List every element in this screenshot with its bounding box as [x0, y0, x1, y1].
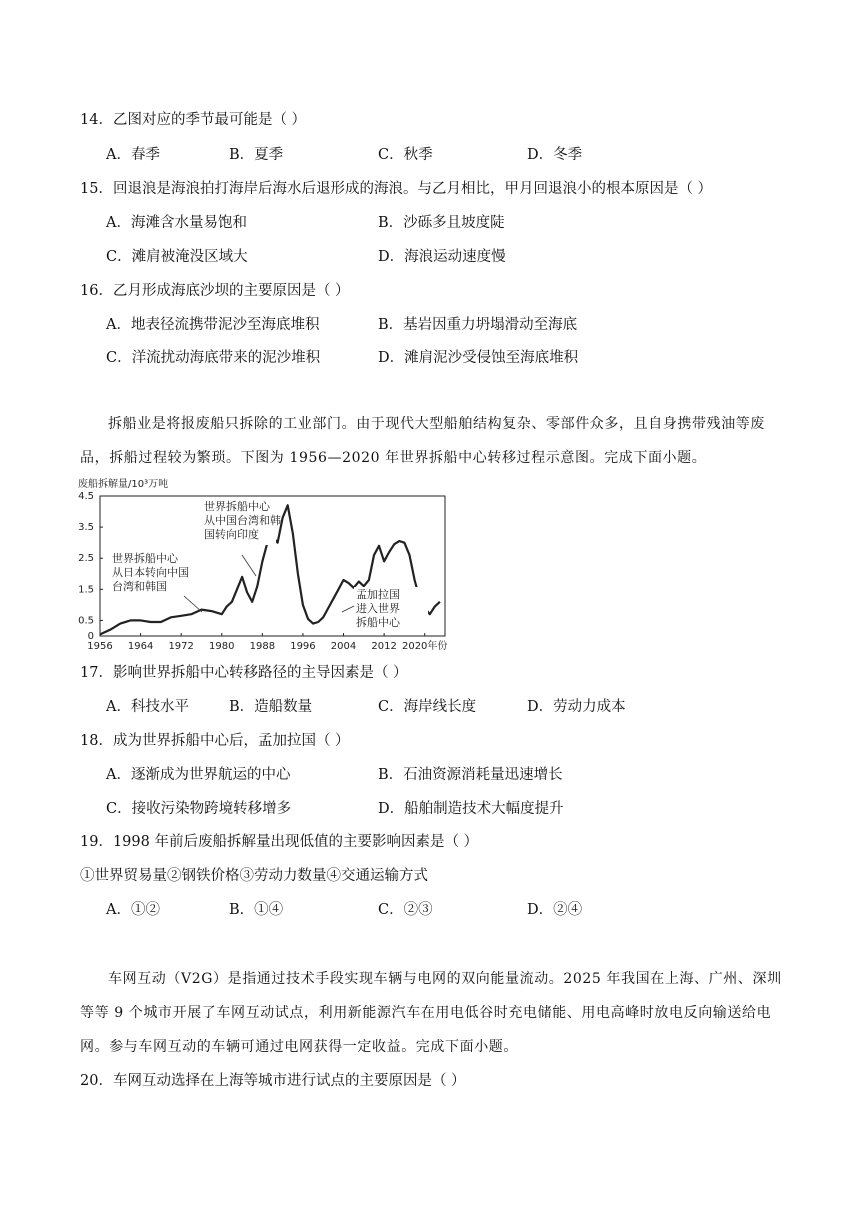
q16-option-c: C．洋流扰动海底带来的泥沙堆积 [106, 350, 321, 366]
q16-option-d: D．滩肩泥沙受侵蚀至海底堆积 [378, 350, 579, 366]
x-tick-label: 2012 [371, 641, 397, 652]
v2g-passage-text: 车网互动（V2G）是指通过技术手段实现车辆与电网的双向能量流动。2025 年我国在上海、广州、深圳等等 9 个城市开展了车网互动试点，利用新能源汽车在用电低谷时充电储能、用电高峰时放电反向输送给电网。参与车网互动的车辆可通过电网获得一定收益。完成下面小题。 [80, 971, 782, 1055]
q17-option-b: B．造船数量 [229, 699, 313, 715]
annotation-leader [242, 555, 256, 576]
annotation-text: 世界拆船中心从日本转向中国台湾和韩国 [112, 552, 189, 593]
q19-option-b: B．①④ [229, 902, 284, 918]
q16-option-b: B．基岩因重力坍塌滑动至海底 [378, 317, 578, 333]
q15-option-d: D．海浪运动速度慢 [378, 249, 506, 265]
annotation-leader [184, 596, 202, 612]
q16-option-a: A．地表径流携带泥沙至海底堆积 [106, 317, 320, 333]
question-19-stem: 19．1998 年前后废船拆解量出现低值的主要影响因素是（ ） [80, 834, 479, 850]
ship-breaking-passage [80, 407, 792, 475]
question-20-stem: 20．车网互动选择在上海等城市进行试点的主要原因是（ ） [80, 1073, 466, 1089]
question-17-stem: 17．影响世界拆船中心转移路径的主导因素是（ ） [80, 665, 408, 681]
x-tick-label: 1964 [127, 641, 154, 652]
q19-option-c: C．②③ [378, 902, 433, 918]
question-18-stem: 18．成为世界拆船中心后，孟加拉国（ ） [80, 733, 350, 749]
annotation-text: 世界拆船中心从中国台湾和韩国转向印度 [204, 500, 281, 541]
x-tick-label: 2004 [330, 641, 357, 652]
question-19-statements: ①世界贸易量②钢铁价格③劳动力数量④交通运输方式 [80, 868, 428, 884]
y-tick-label: 3.5 [78, 522, 94, 534]
y-tick-label: 0.5 [78, 615, 94, 627]
question-16-stem: 16．乙月形成海底沙坝的主要原因是（ ） [80, 283, 350, 299]
q18-option-d: D．船舶制造技术大幅度提升 [378, 801, 564, 817]
x-tick-label: 1980 [209, 641, 235, 652]
q18-option-a: A．逐渐成为世界航运的中心 [106, 767, 291, 783]
q15-option-c: C．滩肩被淹没区域大 [106, 249, 248, 265]
q14-option-b: B．夏季 [229, 147, 284, 163]
q15-option-a: A．海滩含水量易饱和 [106, 215, 247, 231]
ship-breaking-passage-text: 拆船业是将报废船只拆除的工业部门。由于现代大型船舶结构复杂、零部件众多，且自身携带残油等废品，拆船过程较为繁琐。下图为 1956—2020 年世界拆船中心转移过程示意图。完成下面小题。 [80, 416, 765, 466]
annotation-text: 孟加拉国进入世界拆船中心 [356, 588, 400, 629]
q19-option-d: D．②④ [527, 902, 583, 918]
y-tick-label: 4.5 [78, 491, 94, 502]
q19-option-a: A．①② [106, 902, 160, 918]
annotation-leader [342, 606, 354, 612]
x-tick-label: 1988 [249, 641, 276, 652]
q17-option-c: C．海岸线长度 [378, 699, 477, 715]
q18-option-b: B．石油资源消耗量迅速增长 [378, 767, 563, 783]
x-tick-label: 1996 [290, 641, 316, 652]
ship-breaking-chart [70, 476, 490, 662]
x-tick-label: 1972 [168, 641, 194, 652]
x-tick-label: 1956 [87, 641, 113, 652]
question-15-stem: 15．回退浪是海浪拍打海岸后海水后退形成的海浪。与乙月相比，甲月回退浪小的根本原因是（ ） [80, 181, 713, 197]
x-tick-label: 2020年份 [401, 641, 448, 652]
y-tick-label: 1.5 [78, 584, 94, 596]
q14-option-d: D．冬季 [527, 147, 583, 163]
v2g-passage [80, 962, 792, 1064]
q17-option-d: D．劳动力成本 [527, 699, 626, 715]
question-14-stem: 14．乙图对应的季节最可能是（ ） [80, 112, 307, 128]
q14-option-c: C．秋季 [378, 147, 433, 163]
chart-annotations [110, 499, 428, 633]
q18-option-c: C．接收污染物跨境转移增多 [106, 801, 292, 817]
y-tick-label: 0 [87, 631, 94, 642]
y-tick-label: 2.5 [78, 553, 94, 565]
chart-ylabel: 废船拆解量/10³万吨 [78, 479, 169, 490]
q15-option-b: B．沙砾多且坡度陡 [378, 215, 505, 231]
q14-option-a: A．春季 [106, 147, 160, 163]
q17-option-a: A．科技水平 [106, 699, 189, 715]
